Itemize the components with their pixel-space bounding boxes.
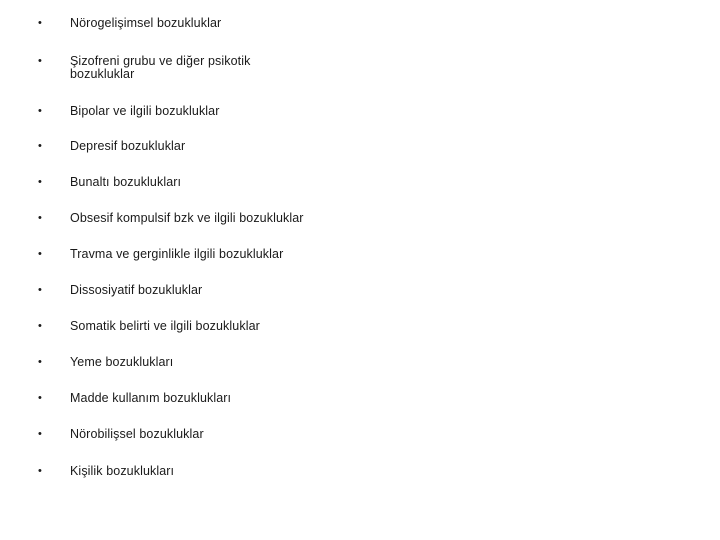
list-item-text: Somatik belirti ve ilgili bozukluklar <box>70 319 260 333</box>
bullet-icon: • <box>38 105 42 117</box>
list-item-text: Nörogelişimsel bozukluklar <box>70 16 222 30</box>
bullet-icon: • <box>38 465 42 477</box>
list-item <box>38 212 378 225</box>
list-item-text: Yeme bozuklukları <box>70 355 174 369</box>
bullet-icon: • <box>38 140 42 152</box>
list-item <box>38 320 378 333</box>
bullet-icon: • <box>38 55 42 67</box>
bullet-icon: • <box>38 356 42 368</box>
bullet-icon: • <box>38 428 42 440</box>
list-item-text: Bunaltı bozuklukları <box>70 175 182 189</box>
list-item <box>38 284 378 297</box>
list-item <box>38 248 378 261</box>
bullet-icon: • <box>38 212 42 224</box>
list-item-text: Travma ve gerginlikle ilgili bozukluklar <box>70 247 284 261</box>
list-item-text: Dissosiyatif bozukluklar <box>70 283 203 297</box>
list-item-text: Şizofreni grubu ve diğer psikotik bozukluklar <box>70 54 251 81</box>
list-item <box>38 176 378 189</box>
list-item-text: Madde kullanım bozuklukları <box>70 391 232 405</box>
list-item <box>38 140 378 153</box>
list-item <box>38 105 378 118</box>
bullet-icon: • <box>38 176 42 188</box>
list-item <box>38 428 378 441</box>
bullet-icon: • <box>38 248 42 260</box>
list-item <box>38 465 378 478</box>
list-item-text: Bipolar ve ilgili bozukluklar <box>70 104 220 118</box>
bullet-icon: • <box>38 392 42 404</box>
list-item-text: Depresif bozukluklar <box>70 139 186 153</box>
bullet-icon: • <box>38 320 42 332</box>
bullet-icon: • <box>38 284 42 296</box>
list-item-text: Obsesif kompulsif bzk ve ilgili bozukluklar <box>70 211 304 225</box>
list-item <box>38 356 378 369</box>
bullet-icon: • <box>38 17 42 29</box>
list-item-text: Nörobilişsel bozukluklar <box>70 427 204 441</box>
list-item <box>38 17 378 30</box>
list-item <box>38 392 378 405</box>
list-item-text: Kişilik bozuklukları <box>70 464 175 478</box>
list-item <box>38 55 253 81</box>
